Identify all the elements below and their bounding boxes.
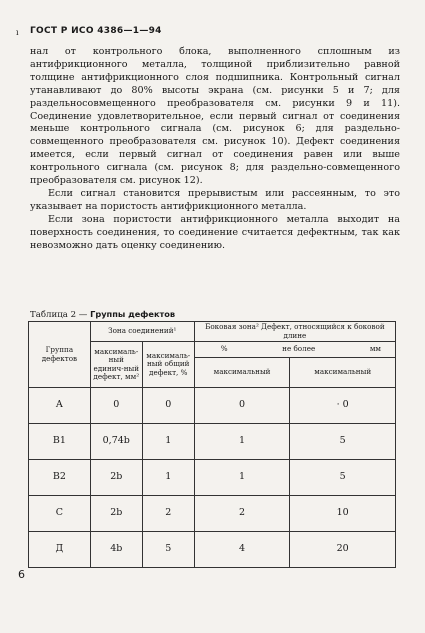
- cell-group: А: [29, 388, 91, 424]
- cell-mm: 10: [290, 496, 396, 532]
- header-max-total: максималь-ный общий дефект, %: [142, 342, 194, 388]
- cell-pct: 4: [194, 532, 290, 568]
- header-not-more: не более: [282, 344, 316, 354]
- table-caption: [30, 309, 175, 320]
- header-max-a: максимальный: [194, 358, 290, 388]
- cell-pct: 1: [194, 460, 290, 496]
- cell-total: 2: [142, 496, 194, 532]
- table-row: [29, 424, 396, 460]
- cell-mm: · 0: [290, 388, 396, 424]
- paragraph-2: Если сигнал становится прерывистым или рассеянным, то это указывает на пористость антифрикционного металла.: [30, 187, 400, 212]
- paragraph-3: Если зона пористости антифрикционного металла выходит на поверхность соединения, то соединение считается дефектным, так как невозможно дать оценку соединению.: [30, 213, 400, 251]
- paragraph-1: нал от контрольного блока, выполненного сплошным из антифрикционного металла, толщиной приблизительно равной толщине антифрикционного слоя подшипника. Контрольный сигнал утанавливают до 80% высоты экрана (см. рисунки 5 и 7; для раздельносовмещенного преобразователя см. рисунки 9 и 11). Соединение удовлетворительное, если первый сигнал от соединения меньше контрольного сигнала (см. рисунок 6; для раздельно-совмещенного преобразователя см. рисунок 10). Дефект соединения имеется, если первый сигнал от соединения равен или выше контрольного сигнала (см. рисунок 8; для раздельно-совмещенного преобразователя см. рисунок 12).: [30, 46, 400, 187]
- table-caption-title: Группы дефектов: [90, 309, 176, 319]
- cell-pct: 0: [194, 388, 290, 424]
- cell-mm: 5: [290, 460, 396, 496]
- cell-single: 0: [90, 388, 142, 424]
- header-mm: мм: [369, 344, 381, 354]
- page-number: 6: [18, 568, 25, 581]
- header-max-single: максималь-ный единич-ный дефект, мм²: [90, 342, 142, 388]
- header-group: Группа дефектов: [29, 322, 91, 388]
- cell-single: 2b: [90, 460, 142, 496]
- cell-group: Д: [29, 532, 91, 568]
- cell-pct: 2: [194, 496, 290, 532]
- cell-pct: 1: [194, 424, 290, 460]
- table-row: [29, 460, 396, 496]
- body-text: [30, 46, 400, 253]
- margin-mark: ı: [16, 28, 19, 37]
- cell-single: 4b: [90, 532, 142, 568]
- table-row: [29, 388, 396, 424]
- header-max-b: максимальный: [290, 358, 396, 388]
- header-units: [194, 342, 395, 358]
- defect-groups-table: [28, 321, 396, 568]
- header-zone: Зона соединений¹: [90, 322, 194, 342]
- cell-single: 2b: [90, 496, 142, 532]
- document-header: ГОСТ Р ИСО 4386—1—94: [30, 26, 162, 36]
- cell-group: С: [29, 496, 91, 532]
- cell-group: В1: [29, 424, 91, 460]
- cell-total: 0: [142, 388, 194, 424]
- cell-single: 0,74b: [90, 424, 142, 460]
- cell-total: 1: [142, 460, 194, 496]
- cell-group: В2: [29, 460, 91, 496]
- table-caption-prefix: Таблица 2 —: [30, 310, 88, 320]
- cell-total: 5: [142, 532, 194, 568]
- cell-total: 1: [142, 424, 194, 460]
- cell-mm: 5: [290, 424, 396, 460]
- table-row: [29, 496, 396, 532]
- cell-mm: 20: [290, 532, 396, 568]
- header-side-zone: Боковая зона² Дефект, относящийся к боковой длине: [194, 322, 395, 342]
- header-pct: %: [220, 344, 228, 354]
- table-row: [29, 532, 396, 568]
